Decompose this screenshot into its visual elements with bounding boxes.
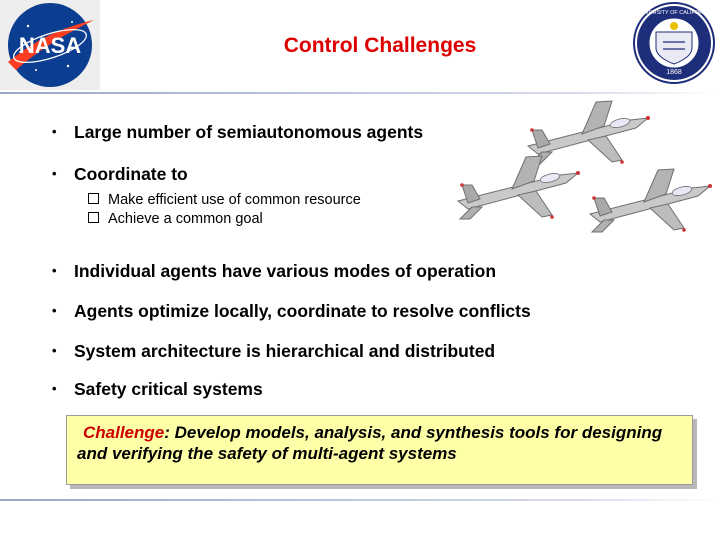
challenge-keyword: Challenge	[83, 423, 165, 442]
bullet-text: Large number of semiautonomous agents	[74, 122, 424, 142]
bullet-text: Individual agents have various modes of operation	[74, 261, 497, 281]
square-bullet-icon	[88, 212, 99, 223]
bullet-item	[52, 164, 188, 185]
jet-aircraft-illustration	[420, 92, 720, 242]
bullet-text: Coordinate to	[74, 164, 188, 184]
bullet-dot-icon: •	[52, 303, 57, 318]
bullet-dot-icon: •	[52, 343, 57, 358]
sub-bullet-item	[88, 192, 361, 208]
sub-bullet-text: Achieve a common goal	[108, 211, 263, 227]
challenge-callout	[66, 415, 693, 485]
bullet-text: Safety critical systems	[74, 379, 263, 399]
sub-bullet-text: Make efficient use of common resource	[108, 192, 361, 208]
bullet-text: Agents optimize locally, coordinate to resolve conflicts	[74, 301, 531, 321]
bullet-dot-icon: •	[52, 124, 57, 139]
bullet-item	[52, 122, 423, 143]
square-bullet-icon	[88, 193, 99, 204]
svg-text:UNIVERSITY OF CALIFORNIA: UNIVERSITY OF CALIFORNIA	[635, 10, 713, 16]
bullet-item	[52, 261, 496, 282]
sub-bullet-item	[88, 211, 263, 227]
bullet-item	[52, 341, 495, 362]
challenge-text: : Develop models, analysis, and synthesis tools for designing and verifying the safety of multi-agent systems	[77, 423, 663, 463]
svg-text:NASA: NASA	[18, 33, 82, 58]
svg-text:1868: 1868	[666, 69, 682, 76]
bullet-item	[52, 301, 531, 322]
university-seal-logo	[633, 2, 715, 84]
footer-divider	[0, 499, 720, 501]
slide-title: Control Challenges	[283, 34, 477, 57]
bullet-dot-icon: •	[52, 166, 57, 181]
bullet-dot-icon: •	[52, 263, 57, 278]
bullet-dot-icon: •	[52, 381, 57, 396]
bullet-text: System architecture is hierarchical and distributed	[74, 341, 496, 361]
bullet-item	[52, 379, 263, 400]
